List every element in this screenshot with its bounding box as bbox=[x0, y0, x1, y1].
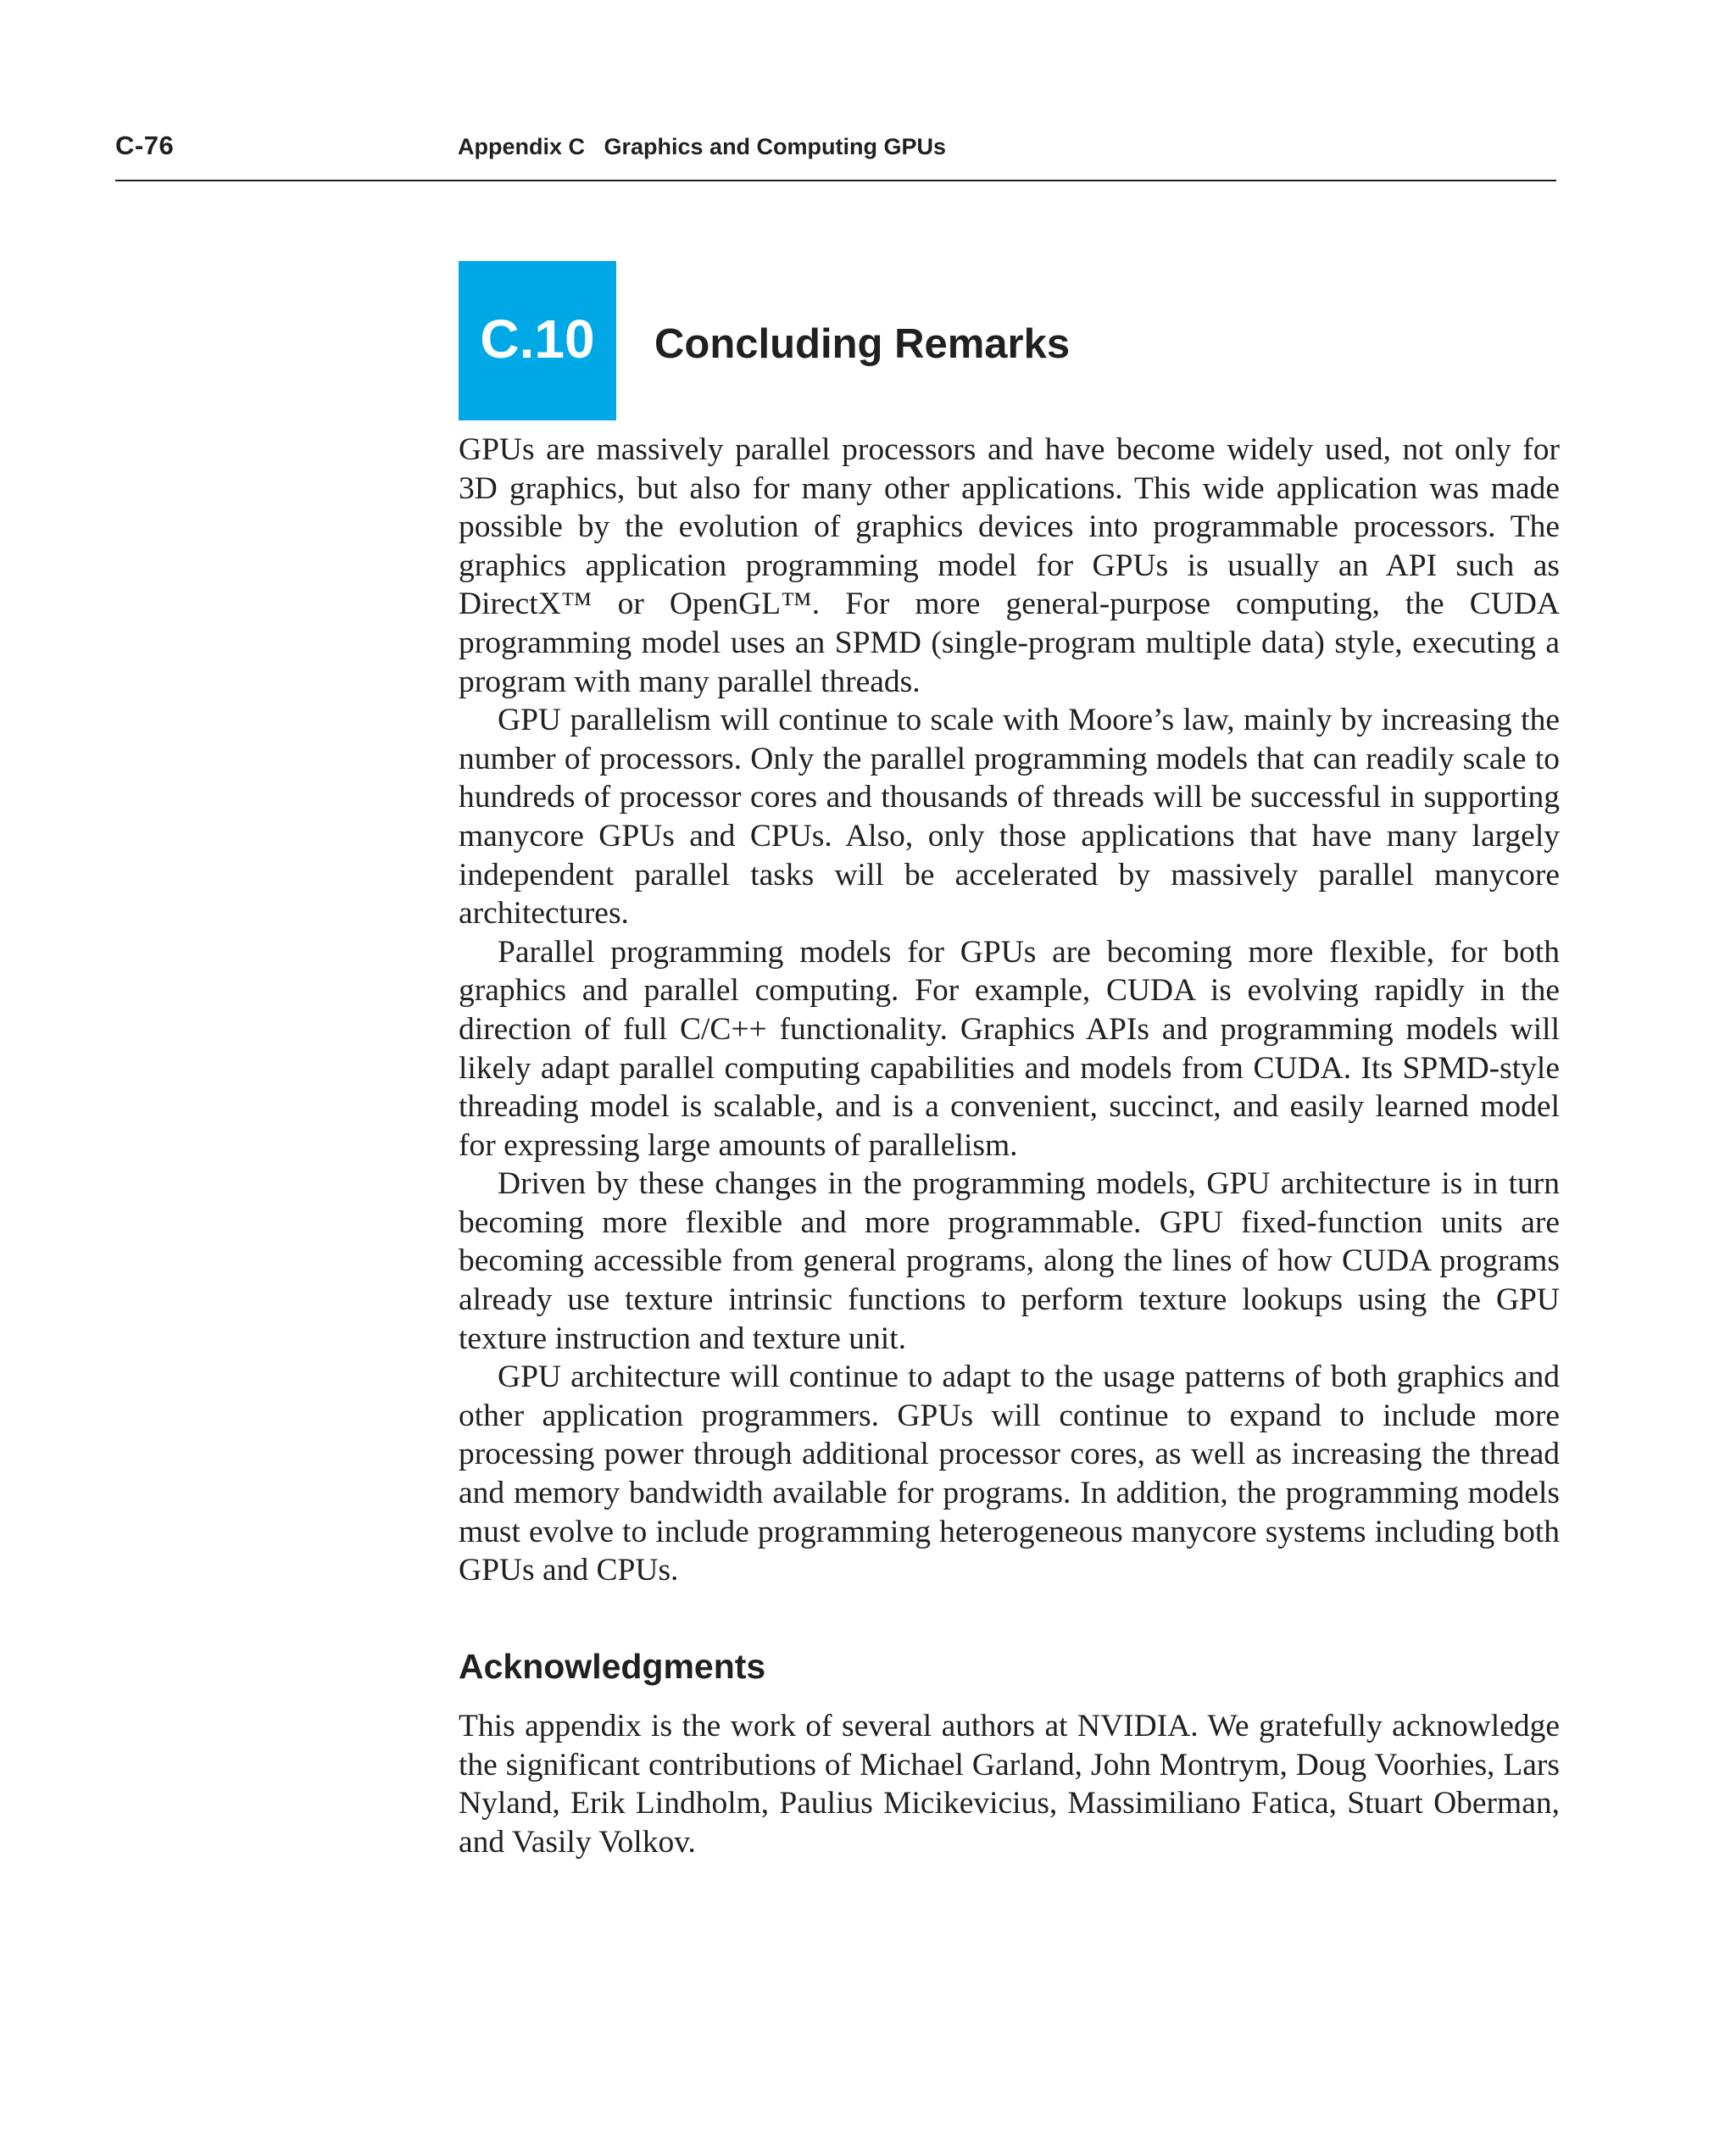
acknowledgments-paragraph: This appendix is the work of several authors at NVIDIA. We gratefully acknowledge the significant contributions of Michael Garland, John Montrym, Doug Voorhies, Lars Nyland, Erik Lindholm, Paulius Micikevicius, Massimiliano Fatica, Stuart Oberman, and Vasily Volkov. bbox=[459, 1709, 1560, 1860]
page-number: C-76 bbox=[115, 131, 175, 160]
section-number-box bbox=[459, 261, 616, 420]
page-header bbox=[115, 131, 1556, 181]
paragraph-1: GPUs are massively parallel processors and have become widely used, not only for 3D graphics, but also for many other applications. This wide application was made possible by the evolution of graphics devices into programmable processors. The graphics application programming model for GPUs is usually an API such as DirectX™ or OpenGL™. For more general-purpose computing, the CUDA programming model uses an SPMD (single-program multiple data) style, executing a program with many parallel threads. bbox=[459, 432, 1560, 699]
paragraph-3: Parallel programming models for GPUs are becoming more flexible, for both graphics and parallel computing. For example, CUDA is evolving rapidly in the direction of full C/C++ functionality. Graphics APIs and programming models will likely adapt parallel computing capabilities and models from CUDA. Its SPMD-style threading model is scalable, and is a convenient, succinct, and easily learned model for expressing large amounts of parallelism. bbox=[459, 934, 1560, 1163]
paragraph-4: Driven by these changes in the programming models, GPU architecture is in turn becoming more flexible and more programmable. GPU fixed-function units are becoming accessible from general programs, along the lines of how CUDA programs already use texture intrinsic functions to perform texture lookups using the GPU texture instruction and texture unit. bbox=[459, 1166, 1560, 1356]
paragraph-2: GPU parallelism will continue to scale with Moore’s law, mainly by increasing the number of processors. Only the parallel programming models that can readily scale to hundreds of processor cores and thousands of threads will be successful in supporting manycore GPUs and CPUs. Also, only those applications that have many largely independent parallel tasks will be accelerated by massively parallel manycore architectures. bbox=[459, 703, 1560, 931]
header-rule bbox=[115, 180, 1556, 181]
running-head: Appendix C Graphics and Computing GPUs bbox=[458, 134, 947, 159]
acknowledgments-body bbox=[459, 1707, 1560, 1861]
paragraph-5: GPU architecture will continue to adapt to the usage patterns of both graphics and other application programmers. GPUs will continue to expand to include more processing power through additional processor cores, as well as increasing the thread and memory bandwidth available for programs. In addition, the programming models must evolve to include programming heterogeneous manycore systems including both GPUs and CPUs. bbox=[459, 1360, 1560, 1588]
section-body bbox=[459, 431, 1560, 1590]
section-number: C.10 bbox=[480, 309, 595, 370]
section-title: Concluding Remarks bbox=[654, 321, 1071, 367]
acknowledgments-heading: Acknowledgments bbox=[459, 1647, 766, 1686]
